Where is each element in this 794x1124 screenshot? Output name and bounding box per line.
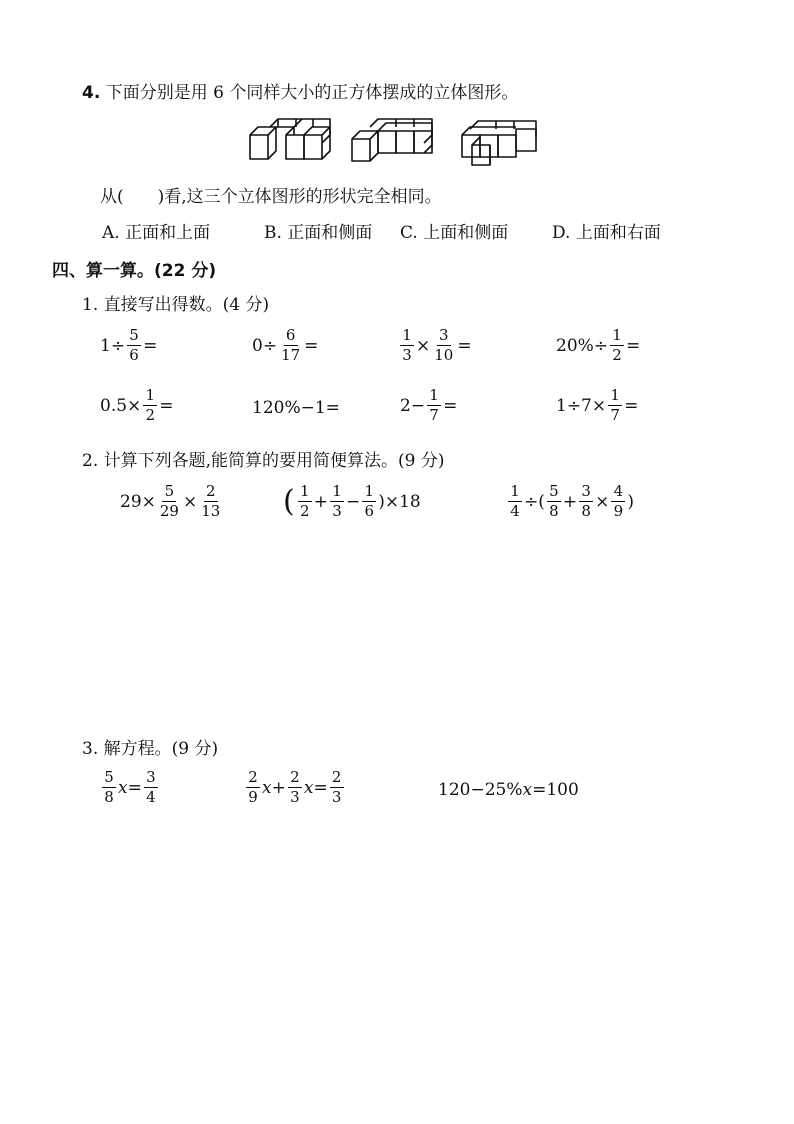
problem-3: $\frac{1}{3}$ × $\frac{3}{10}$ =	[398, 328, 472, 363]
q3-title: 3. 解方程。(9 分)	[82, 739, 219, 759]
fraction: $\frac{1}{4}$	[508, 484, 522, 519]
fraction: $\frac{1}{2}$	[143, 388, 157, 423]
option-b: B. 正面和侧面	[264, 223, 373, 243]
fraction: $\frac{1}{6}$	[362, 484, 376, 519]
fraction: $\frac{3}{4}$	[144, 770, 158, 805]
fraction: $\frac{5}{6}$	[127, 328, 141, 363]
question-number: 4.	[82, 83, 101, 103]
option-a: A. 正面和上面	[102, 223, 211, 243]
problem-2: 0÷ $\frac{6}{17}$ =	[252, 326, 319, 364]
expression-3: $\frac{1}{4}$ ÷( $\frac{5}{8}$ + $\frac{3}{8}$ × $\frac{4}{9}$ )	[506, 484, 634, 519]
cube-figure-1	[250, 119, 330, 159]
fraction: $\frac{1}{7}$	[608, 388, 622, 423]
fraction: $\frac{5}{29}$	[159, 482, 179, 520]
equation-2: $\frac{2}{9}$ x + $\frac{2}{3}$ x = $\frac{2}{3}$	[244, 770, 346, 805]
question-text: 下面分别是用 6 个同样大小的正方体摆成的立体图形。	[105, 83, 519, 103]
option-d: D. 上面和右面	[552, 223, 661, 243]
fraction: $\frac{5}{8}$	[547, 484, 561, 519]
q2-title: 2. 计算下列各题,能简算的要用简便算法。(9 分)	[82, 451, 445, 471]
fraction: $\frac{3}{10}$	[434, 326, 454, 364]
question-4-fill-blank: 从( )看,这三个立体图形的形状完全相同。	[100, 187, 442, 207]
cube-figure-3	[462, 121, 536, 165]
fraction: $\frac{4}{9}$	[611, 484, 625, 519]
problem-5: 0.5× $\frac{1}{2}$ =	[100, 386, 174, 424]
section-title: 四、算一算。(22 分)	[52, 261, 217, 281]
fraction: $\frac{2}{13}$	[201, 482, 221, 520]
problem-4: 20%÷ $\frac{1}{2}$ =	[556, 326, 641, 364]
fraction: $\frac{1}{2}$	[298, 484, 312, 519]
problem-8: 1÷7× $\frac{1}{7}$ =	[556, 386, 639, 424]
fraction: $\frac{5}{8}$	[102, 770, 116, 805]
expression-1: 29× $\frac{5}{29}$ × $\frac{2}{13}$	[120, 482, 221, 520]
q1-title: 1. 直接写出得数。(4 分)	[82, 295, 270, 315]
cube-figure-2	[352, 119, 432, 161]
fraction: $\frac{1}{3}$	[330, 484, 344, 519]
fraction: $\frac{1}{3}$	[400, 328, 414, 363]
equation-3: 120−25% x =100	[438, 780, 579, 800]
fraction: $\frac{2}{3}$	[288, 770, 302, 805]
equation-1: $\frac{5}{8}$ x = $\frac{3}{4}$	[100, 770, 160, 805]
fraction: $\frac{1}{2}$	[610, 328, 624, 363]
fraction: $\frac{3}{8}$	[579, 484, 593, 519]
fraction: $\frac{2}{9}$	[246, 770, 260, 805]
question-4	[82, 78, 518, 103]
problem-7: 2− $\frac{1}{7}$ =	[400, 386, 458, 424]
fraction: $\frac{6}{17}$	[281, 326, 301, 364]
fraction: $\frac{1}{7}$	[427, 388, 441, 423]
expression-2: ( $\frac{1}{2}$ + $\frac{1}{3}$ − $\frac{1}{6}$ )×18	[283, 482, 421, 520]
problem-1: 1÷ $\frac{5}{6}$ =	[100, 326, 158, 364]
cube-figures	[240, 115, 540, 170]
option-c: C. 上面和侧面	[400, 223, 509, 243]
fraction: $\frac{2}{3}$	[330, 770, 344, 805]
problem-6: 120%−1=	[252, 398, 340, 418]
